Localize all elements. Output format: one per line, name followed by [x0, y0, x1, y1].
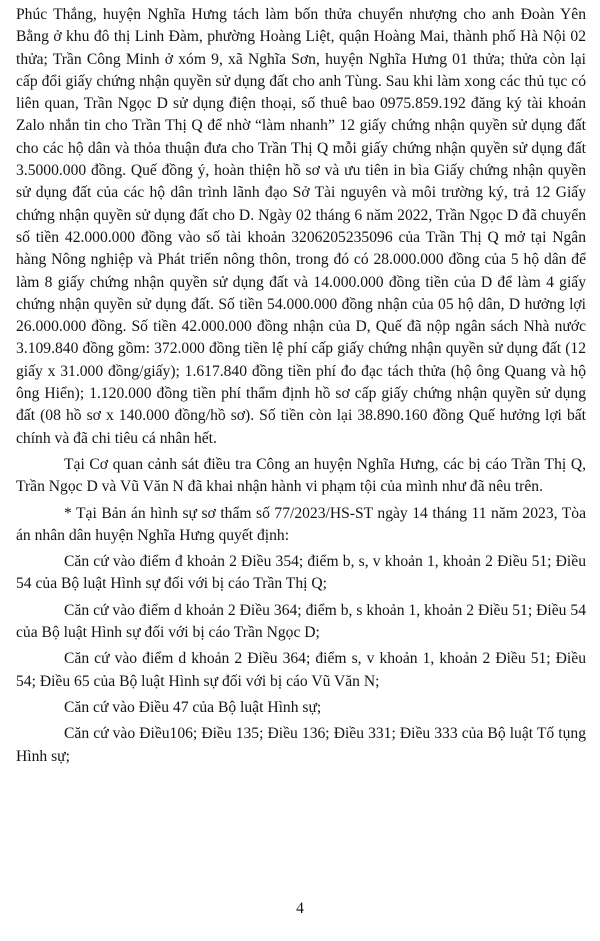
page-number: 4 [296, 900, 304, 917]
paragraph-confession: Tại Cơ quan cảnh sát điều tra Công an huyện Nghĩa Hưng, các bị cáo Trần Thị Q, Trần Ngọc D và Vũ Văn N đã khai nhận hành vi phạm tội của mình như đã nêu trên. [16, 455, 586, 496]
paragraph-basis-defendant-n: Căn cứ vào điểm d khoản 2 Điều 364; điểm s, v khoản 1, khoản 2 Điều 51; Điều 54; Điều 65 của Bộ luật Hình sự đối với bị cáo Vũ Văn N; [16, 650, 586, 690]
paragraph-basis-article-47: Căn cứ vào Điều 47 của Bộ luật Hình sự; [64, 698, 322, 716]
paragraph-facts: Phúc Thắng, huyện Nghĩa Hưng tách làm bốn thửa chuyển nhượng cho anh Đoàn Yên Bằng ở khu đô thị Linh Đàm, phường Hoàng Liệt, quận Hoàng Mai, thành phố Hà Nội 02 thửa; Trần Công Minh ở xóm 9, xã Nghĩa Sơn, huyện Nghĩa Hưng 01 thửa; thửa còn lại cấp đổi giấy chứng nhận quyền sử dụng đất cho anh Tùng. Sau khi làm xong các thủ tục có liên quan, Trần Ngọc D sử dụng điện thoại, số thuê bao 0975.859.192 đăng ký tài khoản Zalo nhắn tin cho Trần Thị Q để nhờ “làm nhanh” 12 giấy chứng nhận quyền sử dụng đất cho các hộ dân và thỏa thuận đưa cho Trần Thị Q mỗi giấy chứng nhận quyền sử dụng đất 3.5000.000 đồng. Quế đồng ý, hoàn thiện hồ sơ và ưu tiên in bìa Giấy chứng nhận quyền sử dụng đất của các hộ dân trình lãnh đạo Sở Tài nguyên và môi trường ký, trả 12 Giấy chứng nhận quyền sử dụng đất cho D. Ngày 02 tháng 6 năm 2022, Trần Ngọc D đã chuyển số tiền 42.000.000 đồng vào số tài khoản 3206205235096 của Trần Thị Q mở tại Ngân hàng Nông nghiệp và Phát triển nông thôn, trong đó có 28.000.000 đồng của 5 hộ dân để làm 8 giấy chứng nhận quyền sử dụng đất và 14.000.000 đồng tiền của D để làm 4 giấy chứng nhận quyền sử dụng đất. Số tiền 54.000.000 đồng nhận của 05 hộ dân, D hưởng lợi 26.000.000 đồng. Số tiền 42.000.000 đồng nhận của D, Quế đã nộp ngân sách Nhà nước 3.109.840 đồng gồm: 372.000 đồng tiền lệ phí cấp giấy chứng nhận quyền sử dụng đất (12 giấy x 31.000 đồng/giấy); 1.617.840 đồng tiền phí đo đạc tách thửa (hộ ông Quang và hộ ông Hiển); 1.120.000 đồng tiền phí thẩm định hồ sơ cấp giấy chứng nhận quyền sử dụng đất (08 hồ sơ x 140.000 đồng/hồ sơ). Số tiền còn lại 38.890.160 đồng Quế hưởng lợi bất chính và đã chi tiêu cá nhân hết. [16, 6, 586, 447]
document-body [16, 4, 586, 772]
paragraph-basis-procedure-code: Căn cứ vào Điều106; Điều 135; Điều 136; Điều 331; Điều 333 của Bộ luật Tố tụng Hình sự; [16, 725, 586, 765]
paragraph-basis-defendant-d: Căn cứ vào điểm d khoản 2 Điều 364; điểm b, s khoản 1, khoản 2 Điều 51; Điều 54 của Bộ luật Hình sự đối với bị cáo Trần Ngọc D; [16, 601, 586, 642]
paragraph-verdict-intro: * Tại Bản án hình sự sơ thẩm số 77/2023/HS-ST ngày 14 tháng 11 năm 2023, Tòa án nhân dân huyện Nghĩa Hưng quyết định: [16, 504, 586, 544]
paragraph-basis-defendant-q: Căn cứ vào điểm đ khoản 2 Điều 354; điểm b, s, v khoản 1, khoản 2 Điều 51; Điều 54 của Bộ luật Hình sự đối với bị cáo Trần Thị Q; [16, 553, 586, 593]
